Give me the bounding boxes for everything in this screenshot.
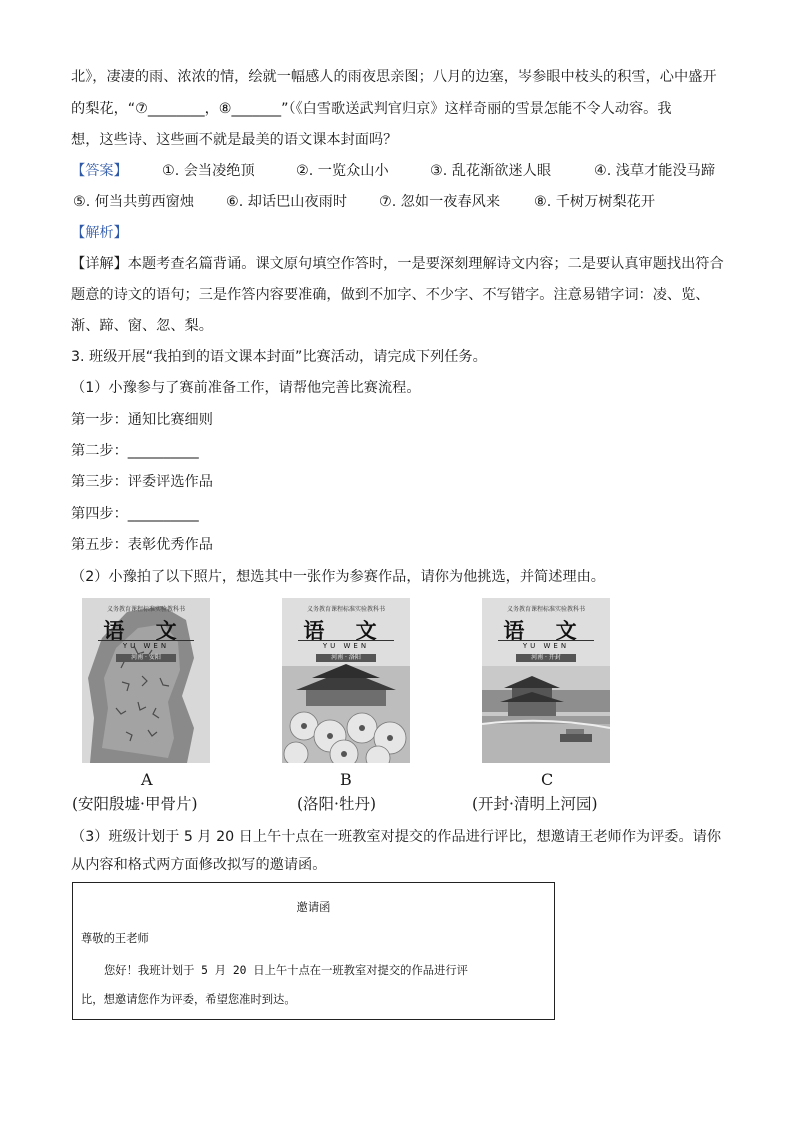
cover-place: 河南 · 洛阳	[316, 654, 376, 662]
step-5: 第五步：表彰优秀作品	[71, 537, 213, 553]
question-3-title: 3. 班级开展“我拍到的语文课本封面”比赛活动，请完成下列任务。	[71, 349, 487, 365]
cover-photo-a	[82, 598, 210, 763]
cover-pinyin: YU WEN	[98, 640, 194, 650]
question-3-sub3-line-2: 从内容和格式两方面修改拟写的邀请函。	[71, 857, 327, 873]
answer-item: ⑧. 千树万树梨花开	[534, 194, 656, 210]
caption-letter-a: A	[141, 770, 153, 789]
step-2: 第二步：__________	[71, 443, 199, 459]
analysis-line-1: 【详解】本题考查名篇背诵。课文原句填空作答时，一是要深刻理解诗文内容；二是要认真审题找出符合	[71, 256, 724, 272]
answer-item: ⑤. 何当共剪西窗烛	[73, 194, 195, 210]
cover-pinyin: YU WEN	[498, 640, 594, 650]
cover-place: 河南 · 开封	[516, 654, 576, 662]
cover-series-text: 义务教育课程标准实验教科书	[506, 606, 585, 613]
step-4: 第四步：__________	[71, 506, 199, 522]
caption-b: (洛阳·牡丹)	[297, 795, 377, 813]
question-3-sub2: （2）小豫拍了以下照片，想选其中一张作为参赛作品，请你为他挑选，并简述理由。	[71, 569, 605, 585]
letter-greeting: 尊敬的王老师	[81, 932, 149, 945]
cover-photo-b	[282, 598, 410, 763]
passage-line-2: 的梨花，“⑦________，⑧_______”（《白雪歌送武判官归京》这样奇丽的雪景怎能不令人动容。我	[71, 101, 672, 117]
answer-tag: 【答案】	[71, 163, 128, 179]
question-3-sub1: （1）小豫参与了赛前准备工作，请帮他完善比赛流程。	[71, 380, 421, 396]
letter-body-line-2: 比，想邀请您作为评委，希望您准时到达。	[81, 993, 296, 1006]
analysis-line-3: 渐、蹄、窗、忽、梨。	[71, 318, 213, 334]
caption-a: (安阳殷墟·甲骨片)	[72, 795, 198, 813]
passage-line-1: 北》，凄凄的雨、浓浓的情，绘就一幅感人的雨夜思亲图；八月的边塞，岑参眼中枝头的积雪，心中盛开	[71, 69, 717, 85]
caption-letter-c: C	[541, 770, 554, 789]
step-3: 第三步：评委评选作品	[71, 474, 213, 490]
cover-title: 语 文	[503, 618, 589, 643]
letter-title: 邀请函	[296, 901, 331, 914]
answer-item: ②. 一览众山小	[296, 163, 389, 179]
analysis-line-2: 题意的诗文的语句；三是作答内容要准确，做到不加字、不少字、不写错字。注意易错字词：凌、览、	[71, 287, 710, 303]
cover-pinyin: YU WEN	[298, 640, 394, 650]
answer-item: ④. 浅草才能没马蹄	[594, 163, 716, 179]
cover-series-text: 义务教育课程标准实验教科书	[106, 606, 185, 613]
passage-line-3: 想，这些诗、这些画不就是最美的语文课本封面吗？	[71, 132, 398, 148]
answer-item: ⑥. 却话巴山夜雨时	[226, 194, 348, 210]
cover-series-text: 义务教育课程标准实验教科书	[306, 606, 385, 613]
cover-place: 河南 · 安阳	[116, 654, 176, 662]
answer-item: ③. 乱花渐欲迷人眼	[430, 163, 552, 179]
answer-item: ①. 会当凌绝顶	[162, 163, 255, 179]
cover-photo-c	[482, 598, 610, 763]
invitation-letter	[72, 882, 555, 1020]
question-3-sub3-line-1: （3）班级计划于 5 月 20 日上午十点在一班教室对提交的作品进行评比，想邀请王老师作为评委。请你	[71, 829, 722, 845]
caption-c: (开封·清明上河园)	[472, 795, 598, 813]
letter-body-line-1: 您好！我班计划于 5 月 20 日上午十点在一班教室对提交的作品进行评	[104, 964, 468, 977]
caption-letter-b: B	[340, 770, 352, 789]
analysis-tag: 【解析】	[71, 225, 128, 241]
answer-item: ⑦. 忽如一夜春风来	[379, 194, 501, 210]
cover-title: 语 文	[303, 618, 389, 643]
step-1: 第一步：通知比赛细则	[71, 412, 213, 428]
cover-title: 语 文	[103, 618, 189, 643]
